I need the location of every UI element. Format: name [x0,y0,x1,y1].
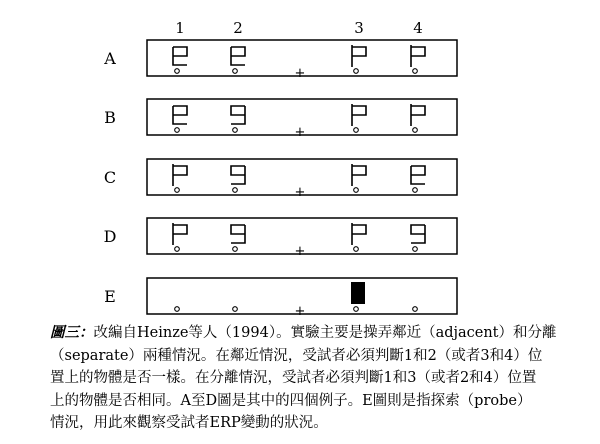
column-header-2: 2 [233,19,243,37]
column-header-3: 3 [354,19,364,37]
row-label: E [104,287,116,306]
position-marker-3 [354,307,359,312]
position-marker-2 [233,307,238,312]
fixation-cross: + [294,185,306,200]
stimulus-c-right-down-2 [231,106,245,124]
caption-line-1: 改編自Heinze等人（1994）。實驗主要是操弄鄰近（adjacent）和分離 [93,325,557,341]
fixation-cross: + [294,125,306,140]
position-marker-2 [233,188,238,193]
position-marker-3 [354,188,359,193]
fixation-cross: + [294,66,306,81]
column-header-4: 4 [413,19,423,37]
probe-stimulus [351,282,365,304]
position-marker-2 [233,128,238,133]
caption-line-3: 置上的物體是否一樣。在分離情況，受試者必須判斷1和3（或者2和4）位置 [50,370,537,386]
stimulus-row-A [103,40,457,81]
position-marker-1 [175,307,180,312]
stimulus-c-right-up-1 [173,47,187,65]
stimulus-c-left-down-4 [411,104,425,126]
position-marker-1 [175,128,180,133]
stimulus-c-right-down-2 [231,225,245,243]
row-label: B [104,108,116,127]
stimulus-row-D [104,218,457,259]
position-marker-2 [233,247,238,252]
position-marker-3 [354,247,359,252]
position-marker-1 [175,247,180,252]
column-header-1: 1 [175,19,185,37]
position-marker-1 [175,188,180,193]
position-marker-3 [354,128,359,133]
position-marker-3 [354,69,359,74]
stimulus-c-left-down-3 [352,45,366,67]
stimulus-c-left-down-3 [352,164,366,186]
stimulus-row-B [104,99,457,140]
stimulus-c-left-down-4 [411,45,425,67]
position-marker-2 [233,69,238,74]
row-label: D [103,227,117,246]
stimulus-row-C [104,159,457,200]
position-marker-4 [413,247,418,252]
stimulus-rows [103,40,457,319]
stimulus-c-left-down-1 [173,164,187,186]
row-label: C [103,168,117,187]
row-label: A [104,49,116,68]
column-headers [175,19,423,37]
position-marker-4 [413,188,418,193]
caption-line-2: （separate）兩種情況。在鄰近情況，受試者必須判斷1和2（或者3和4）位 [50,347,543,364]
stimulus-c-right-up-4 [411,166,425,184]
stimulus-c-right-up-1 [173,106,187,124]
fixation-cross: + [294,304,306,319]
stimulus-c-right-down-2 [231,166,245,184]
caption-line-4: 上的物體是否相同。A至D圖是其中的四個例子。E圖則是指探索（probe） [50,392,532,409]
stimulus-c-right-up-2 [231,47,245,65]
position-marker-1 [175,69,180,74]
fixation-cross: + [294,244,306,259]
position-marker-4 [413,128,418,133]
position-marker-4 [413,69,418,74]
figure-caption [50,322,557,435]
stimulus-c-left-down-3 [352,104,366,126]
position-marker-4 [413,307,418,312]
stimulus-row-E [104,278,457,319]
caption-line-5: 情況，用此來觀察受試者ERP變動的狀況。 [50,415,328,431]
stimulus-c-right-down-4 [411,225,425,243]
stimulus-c-left-down-3 [352,223,366,245]
stimulus-c-left-down-1 [173,223,187,245]
caption-label: 圖三： [50,324,94,341]
